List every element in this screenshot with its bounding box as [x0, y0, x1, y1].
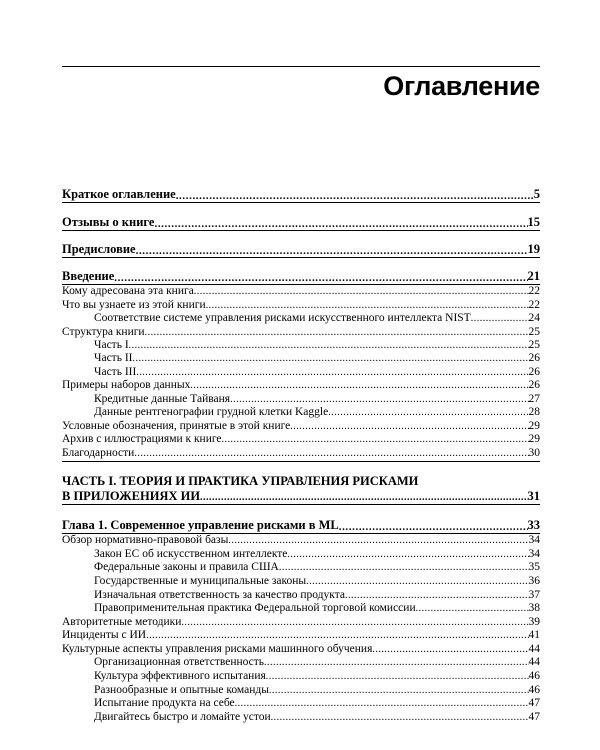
- toc-page-number: 31: [527, 489, 540, 503]
- toc-leader: [266, 671, 529, 683]
- toc-label: Данные рентгенографии грудной клетки Kaggle: [94, 406, 329, 418]
- toc-label: Федеральные законы и правила США: [94, 561, 279, 573]
- toc-label: Инциденты с ИИ: [62, 629, 147, 641]
- toc-label: Примеры наборов данных: [62, 379, 191, 391]
- toc-label: Краткое оглавление: [62, 187, 176, 201]
- toc-entry[interactable]: [62, 642, 540, 656]
- toc-leader: [154, 218, 527, 230]
- toc-label: Отзывы о книге: [62, 215, 155, 229]
- toc-page-number: 26: [528, 366, 540, 378]
- toc-page-number: 21: [527, 269, 540, 283]
- toc-label: Государственные и муниципальные законы: [94, 575, 307, 587]
- toc-label: Двигайтесь быстро и ломайте устои: [94, 711, 271, 723]
- toc-page-number: 44: [528, 656, 540, 668]
- toc-label: Культура эффективного испытания: [94, 670, 266, 682]
- toc-entry[interactable]: [94, 655, 540, 669]
- toc-page-number: 44: [528, 643, 540, 655]
- toc-entry[interactable]: [94, 392, 540, 406]
- toc-leader: [339, 521, 528, 533]
- toc-label: Закон ЕС об искусственном интеллекте: [94, 548, 288, 560]
- toc-label: Соответствие системе управления рисками искусственного интеллекта NIST: [94, 312, 471, 324]
- top-rule: [62, 66, 540, 67]
- toc-page-number: 5: [533, 187, 540, 201]
- toc-label: Обзор нормативно-правовой базы: [62, 534, 229, 546]
- toc-leader: [416, 603, 529, 615]
- toc-label: Предисловие: [62, 242, 136, 256]
- toc-leader: [133, 353, 529, 365]
- toc-label: Архив с иллюстрациями к книге: [62, 433, 222, 445]
- toc-label-line1: ЧАСТЬ I. ТЕОРИЯ И ПРАКТИКА УПРАВЛЕНИЯ РИСКАМИ: [62, 474, 419, 488]
- toc-leader: [228, 535, 528, 547]
- toc-label-line2-row: [62, 489, 540, 504]
- toc-entry-reviews[interactable]: [62, 215, 540, 230]
- toc-entry-chapter-1[interactable]: [62, 518, 540, 533]
- toc-leader: [271, 712, 529, 724]
- toc-leader: [194, 286, 529, 298]
- toc-leader: [264, 657, 528, 669]
- toc-leader: [306, 576, 528, 588]
- page-title: Оглавление: [383, 71, 540, 101]
- toc-page-number: 25: [528, 339, 540, 351]
- toc-page-number: 26: [528, 379, 540, 391]
- toc-leader: [146, 630, 528, 642]
- toc-entry[interactable]: [94, 588, 540, 602]
- toc-label: Испытание продукта на себе: [94, 697, 235, 709]
- toc-label: Культурные аспекты управления рисками машинного обучения: [62, 643, 373, 655]
- toc-label-line2: В ПРИЛОЖЕНИЯХ ИИ: [62, 489, 201, 503]
- toc-entry[interactable]: [62, 284, 540, 298]
- toc-entry[interactable]: [62, 419, 540, 433]
- toc-entry-introduction[interactable]: [62, 269, 540, 284]
- toc-page-number: 28: [528, 406, 540, 418]
- toc-label: Организационная ответственность: [94, 656, 265, 668]
- toc-page-number: 29: [528, 420, 540, 432]
- toc-entry[interactable]: [94, 560, 540, 574]
- toc-label: Кому адресована эта книга: [62, 285, 194, 297]
- toc-page-number: 25: [528, 326, 540, 338]
- toc-leader: [134, 448, 528, 460]
- toc-page-number: 22: [528, 299, 540, 311]
- toc-page-number: 24: [528, 312, 540, 324]
- toc-page-number: 41: [528, 629, 540, 641]
- toc-page-number: 19: [527, 242, 540, 256]
- toc-entry[interactable]: [94, 338, 540, 352]
- toc-entry[interactable]: [62, 325, 540, 339]
- toc-page-number: 35: [528, 561, 540, 573]
- toc-label: Благодарности: [62, 447, 135, 459]
- toc-entry[interactable]: [94, 683, 540, 697]
- toc-entry-part-1[interactable]: [62, 474, 540, 504]
- toc-entry[interactable]: [62, 446, 540, 460]
- toc-entry[interactable]: [94, 574, 540, 588]
- toc-page-number: 34: [528, 548, 540, 560]
- toc-page-number: 30: [528, 447, 540, 459]
- toc-leader: [136, 245, 528, 257]
- toc-label: Введение: [62, 269, 115, 283]
- toc-page-number: 47: [528, 697, 540, 709]
- toc-leader: [235, 698, 529, 710]
- toc-label: Часть III: [94, 366, 137, 378]
- toc-entry-short-contents[interactable]: [62, 187, 540, 202]
- toc-leader: [190, 380, 528, 392]
- toc-page-number: 15: [527, 215, 540, 229]
- toc-entry-preface[interactable]: [62, 242, 540, 257]
- toc-page-number: 34: [528, 534, 540, 546]
- section-divider: [62, 461, 540, 462]
- toc-entry[interactable]: [94, 351, 540, 365]
- toc-page-number: 27: [528, 393, 540, 405]
- toc-page-number: 46: [528, 684, 540, 696]
- toc-entry[interactable]: [94, 405, 540, 419]
- toc-page-number: 39: [528, 616, 540, 628]
- toc-leader: [279, 562, 529, 574]
- toc-label: Авторитетные методики: [62, 616, 182, 628]
- toc-leader: [114, 272, 527, 284]
- toc-entry[interactable]: [94, 547, 540, 561]
- toc-label: Глава 1. Современное управление рисками в ML: [62, 518, 339, 532]
- toc-leader: [222, 434, 529, 446]
- toc-label: Что вы узнаете из этой книги: [62, 299, 206, 311]
- toc-entry[interactable]: [94, 601, 540, 615]
- toc-entry[interactable]: [94, 365, 540, 379]
- toc-entry[interactable]: [94, 669, 540, 683]
- toc-leader: [176, 190, 534, 202]
- toc-entry[interactable]: [62, 533, 540, 547]
- toc-entry[interactable]: [62, 432, 540, 446]
- toc-page-number: 36: [528, 575, 540, 587]
- toc-label: Разнообразные и опытные команды: [94, 684, 269, 696]
- toc-page-number: 33: [527, 518, 540, 532]
- toc-leader: [471, 313, 529, 325]
- toc-label: Условные обозначения, принятые в этой книге: [62, 420, 291, 432]
- toc-entry[interactable]: [62, 615, 540, 629]
- toc-page-number: 26: [528, 352, 540, 364]
- toc-label: Изначальная ответственность за качество продукта: [94, 589, 345, 601]
- toc-label: Правоприменительная практика Федеральной торговой комиссии: [94, 602, 416, 614]
- toc-leader: [328, 407, 528, 419]
- toc-page-number: 22: [528, 285, 540, 297]
- toc-page-number: 47: [528, 711, 540, 723]
- toc-label: Структура книги: [62, 326, 145, 338]
- toc-label: Кредитные данные Тайваня: [94, 393, 231, 405]
- toc-entry[interactable]: [94, 311, 540, 325]
- toc-entry[interactable]: [62, 378, 540, 392]
- toc-entry[interactable]: [62, 628, 540, 642]
- toc-page-number: 37: [528, 589, 540, 601]
- toc-entry[interactable]: [62, 298, 540, 312]
- toc-page-number: 38: [528, 602, 540, 614]
- toc-label: Часть I: [94, 339, 129, 351]
- toc-page-number: 46: [528, 670, 540, 682]
- toc-entry[interactable]: [94, 710, 540, 724]
- toc-page-number: 29: [528, 433, 540, 445]
- toc-label: Часть II: [94, 352, 133, 364]
- toc-leader: [200, 492, 527, 504]
- toc-entry[interactable]: [94, 696, 540, 710]
